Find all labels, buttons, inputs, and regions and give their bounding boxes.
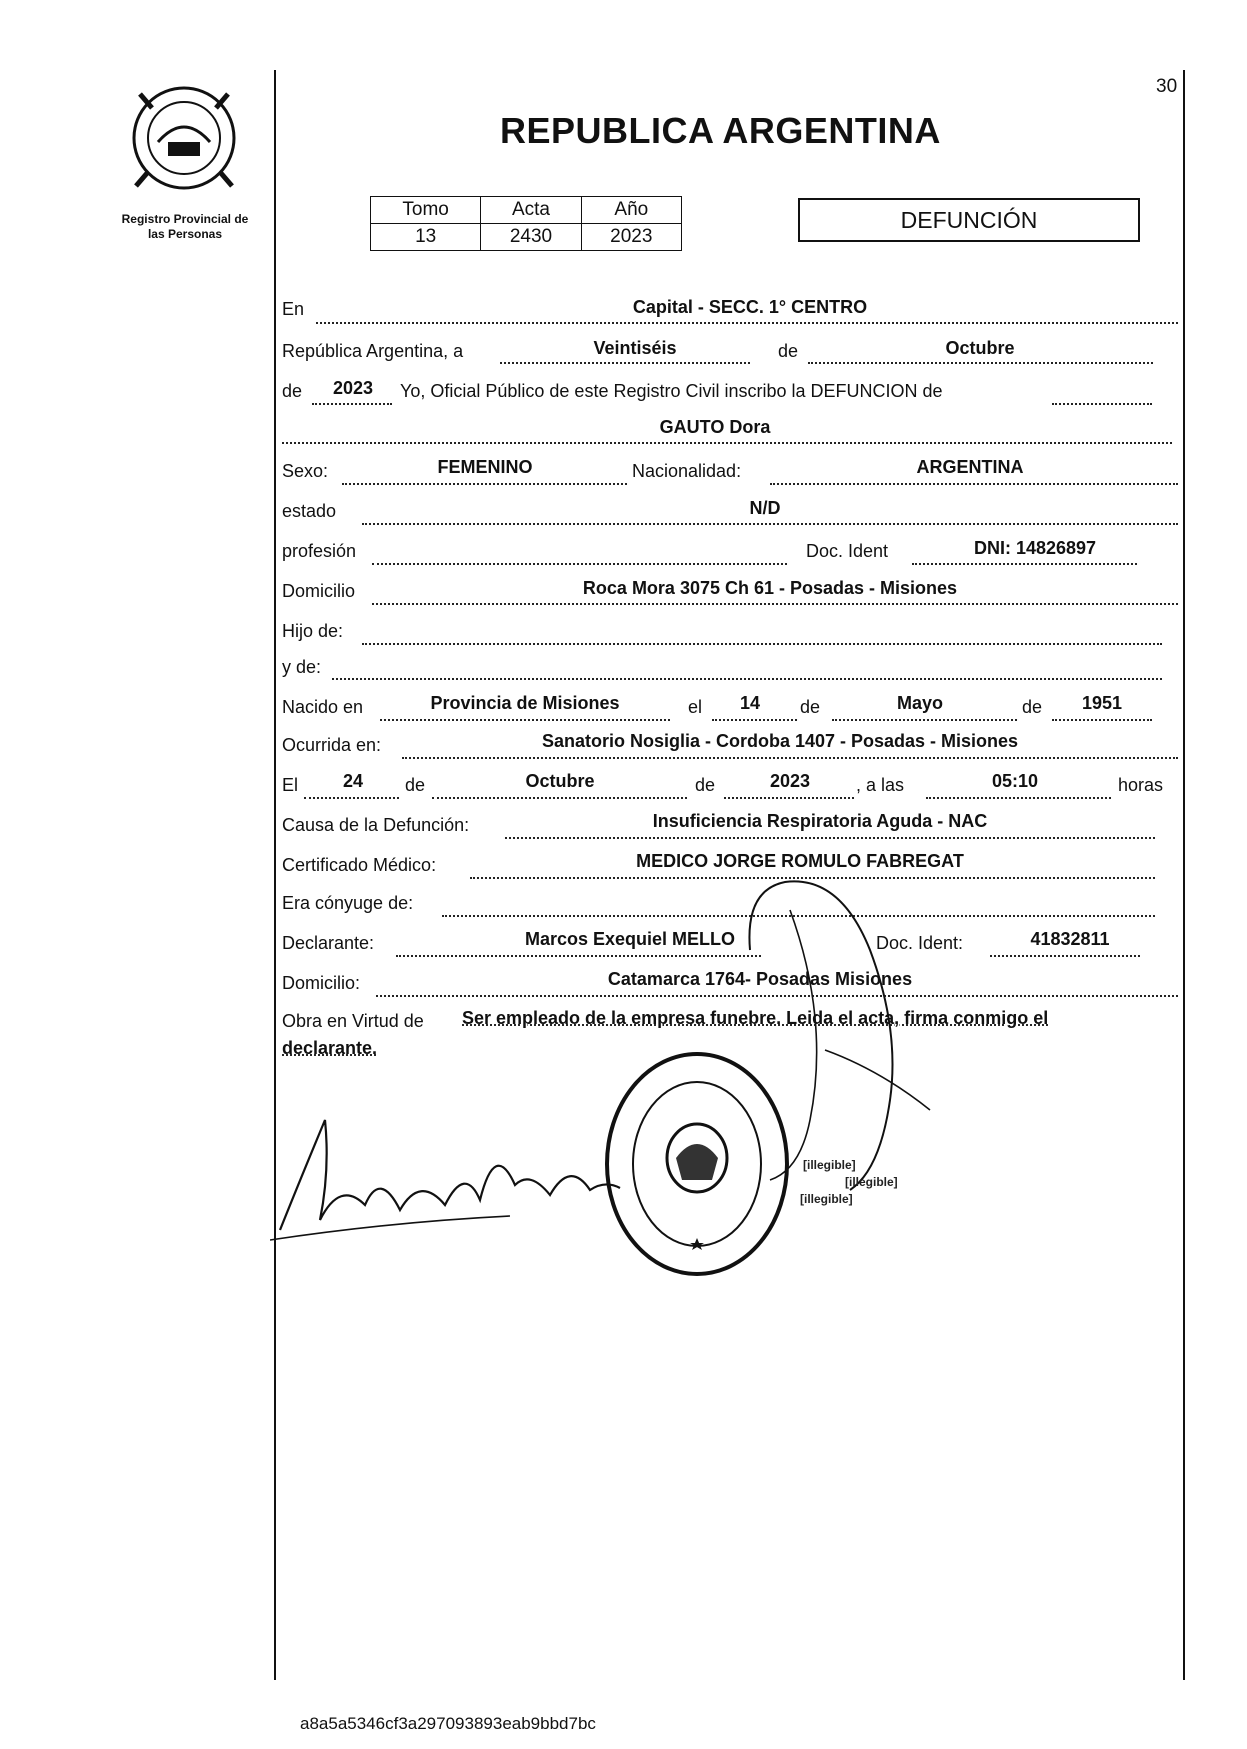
label-de-mes-nac: de bbox=[1022, 697, 1043, 717]
label-el-fecha: El bbox=[282, 775, 299, 795]
org-name-line1: Registro Provincial de bbox=[121, 212, 249, 226]
value-estado: N/D bbox=[749, 498, 781, 518]
org-name-line2: las Personas bbox=[147, 227, 223, 241]
value-declarante-domicilio: Catamarca 1764- Posadas Misiones bbox=[607, 969, 913, 989]
label-certificado: Certificado Médico: bbox=[282, 855, 437, 875]
value-documento: DNI: 14826897 bbox=[973, 538, 1097, 558]
label-declarante: Declarante: bbox=[282, 933, 375, 953]
officer-stamp-org: [illegible] bbox=[800, 1192, 853, 1206]
registry-seal bbox=[604, 1050, 790, 1278]
label-ocurrida-en: Ocurrida en: bbox=[282, 735, 382, 755]
dots-declarante bbox=[396, 955, 761, 957]
ref-value-tomo: 13 bbox=[371, 224, 481, 251]
dots-nacido-anio bbox=[1052, 719, 1152, 721]
dots-causa bbox=[505, 837, 1155, 839]
label-de-dia: de bbox=[800, 697, 821, 717]
value-nacido-dia: 14 bbox=[739, 693, 761, 713]
dots-fallec-anio bbox=[724, 797, 854, 799]
dots-fallec-mes bbox=[432, 797, 687, 799]
dots-hijo-de bbox=[362, 643, 1162, 645]
provincial-seal-logo bbox=[128, 82, 240, 194]
ref-header-anio: Año bbox=[581, 197, 681, 224]
label-de-mes: de bbox=[778, 341, 799, 361]
value-obra-line1: Ser empleado de la empresa funebre. Leida el acta, firma conmigo el bbox=[462, 1008, 1049, 1028]
dots-anio bbox=[312, 403, 392, 405]
officer-stamp-role: [illegible] bbox=[845, 1175, 898, 1189]
label-estado: estado bbox=[282, 501, 337, 521]
dots-y-de bbox=[332, 678, 1162, 680]
value-domicilio: Roca Mora 3075 Ch 61 - Posadas - Misiones bbox=[582, 578, 958, 598]
ref-value-anio: 2023 bbox=[581, 224, 681, 251]
value-obra-line2: declarante. bbox=[282, 1038, 378, 1058]
dots-nacido-lugar bbox=[380, 719, 670, 721]
value-anio: 2023 bbox=[332, 378, 374, 398]
label-doc-ident-declarante: Doc. Ident: bbox=[876, 933, 964, 953]
value-fallec-mes: Octubre bbox=[525, 771, 595, 791]
value-dia-letras: Veintiséis bbox=[593, 338, 677, 358]
label-en: En bbox=[282, 299, 305, 319]
ref-value-acta: 2430 bbox=[481, 224, 581, 251]
label-sexo: Sexo: bbox=[282, 461, 329, 481]
value-nacido-mes: Mayo bbox=[896, 693, 943, 713]
value-nombre: GAUTO Dora bbox=[659, 417, 771, 437]
value-ocurrida-en: Sanatorio Nosiglia - Cordoba 1407 - Posadas - Misiones bbox=[541, 731, 1019, 751]
dots-declarante-doc bbox=[990, 955, 1140, 957]
value-certificado: MEDICO JORGE ROMULO FABREGAT bbox=[636, 851, 964, 871]
label-y-de: y de: bbox=[282, 657, 322, 677]
value-fallec-hora: 05:10 bbox=[991, 771, 1039, 791]
dots-documento bbox=[912, 563, 1137, 565]
value-causa: Insuficiencia Respiratoria Aguda - NAC bbox=[652, 811, 988, 831]
dots-dia bbox=[500, 362, 750, 364]
value-fallec-dia: 24 bbox=[342, 771, 364, 791]
label-profesion: profesión bbox=[282, 541, 357, 561]
label-nacionalidad: Nacionalidad: bbox=[632, 461, 742, 481]
reference-table bbox=[370, 196, 682, 251]
label-a-las: , a las bbox=[856, 775, 905, 795]
label-intro: Yo, Oficial Público de este Registro Civil inscribo la DEFUNCION de bbox=[400, 381, 943, 401]
label-nacido-en: Nacido en bbox=[282, 697, 364, 717]
label-de-fallec-mes: de bbox=[405, 775, 426, 795]
label-obra: Obra en Virtud de bbox=[282, 1011, 424, 1031]
dots-profesion bbox=[372, 563, 787, 565]
dots-sexo bbox=[342, 483, 627, 485]
value-sexo: FEMENINO bbox=[437, 457, 533, 477]
declarant-signature bbox=[270, 1110, 630, 1280]
right-margin-rule bbox=[1183, 70, 1185, 1680]
dots-fallec-dia bbox=[304, 797, 399, 799]
label-de-anio: de bbox=[282, 381, 303, 401]
page-number: 30 bbox=[1156, 76, 1178, 97]
value-mes: Octubre bbox=[945, 338, 1015, 358]
dots-nombre bbox=[282, 442, 1172, 444]
ref-header-tomo: Tomo bbox=[371, 197, 481, 224]
label-horas: horas bbox=[1118, 775, 1164, 795]
value-nacionalidad: ARGENTINA bbox=[916, 457, 1024, 477]
value-lugar: Capital - SECC. 1° CENTRO bbox=[632, 297, 868, 317]
officer-stamp-name: [illegible] bbox=[803, 1158, 856, 1172]
label-el: el bbox=[688, 697, 703, 717]
dots-lugar bbox=[316, 322, 1178, 324]
dots-domicilio bbox=[372, 603, 1178, 605]
dots-nacido-mes bbox=[832, 719, 1017, 721]
org-name bbox=[95, 212, 275, 242]
label-domicilio: Domicilio bbox=[282, 581, 356, 601]
dots-mes bbox=[808, 362, 1153, 364]
value-declarante-doc: 41832811 bbox=[1030, 929, 1110, 949]
label-causa: Causa de la Defunción: bbox=[282, 815, 470, 835]
dots-ocurrida-en bbox=[402, 757, 1178, 759]
dots-nacido-dia bbox=[712, 719, 797, 721]
label-domicilio-declarante: Domicilio: bbox=[282, 973, 361, 993]
label-republica: República Argentina, a bbox=[282, 341, 464, 361]
value-nacido-lugar: Provincia de Misiones bbox=[430, 693, 620, 713]
label-hijo-de: Hijo de: bbox=[282, 621, 344, 641]
label-doc-ident: Doc. Ident bbox=[806, 541, 889, 561]
label-conyuge: Era cónyuge de: bbox=[282, 893, 414, 913]
left-margin-rule bbox=[274, 70, 276, 1680]
ref-header-acta: Acta bbox=[481, 197, 581, 224]
act-type-box: DEFUNCIÓN bbox=[798, 198, 1140, 242]
dots-intro-end bbox=[1052, 403, 1152, 405]
document-hash: a8a5a5346cf3a297093893eab9bbd7bc bbox=[300, 1714, 596, 1733]
dots-estado bbox=[362, 523, 1178, 525]
dots-fallec-hora bbox=[926, 797, 1111, 799]
value-declarante: Marcos Exequiel MELLO bbox=[524, 929, 736, 949]
document-title: REPUBLICA ARGENTINA bbox=[500, 110, 941, 151]
label-de-fallec-anio: de bbox=[695, 775, 716, 795]
value-fallec-anio: 2023 bbox=[769, 771, 811, 791]
value-nacido-anio: 1951 bbox=[1081, 693, 1123, 713]
dots-nacionalidad bbox=[770, 483, 1178, 485]
